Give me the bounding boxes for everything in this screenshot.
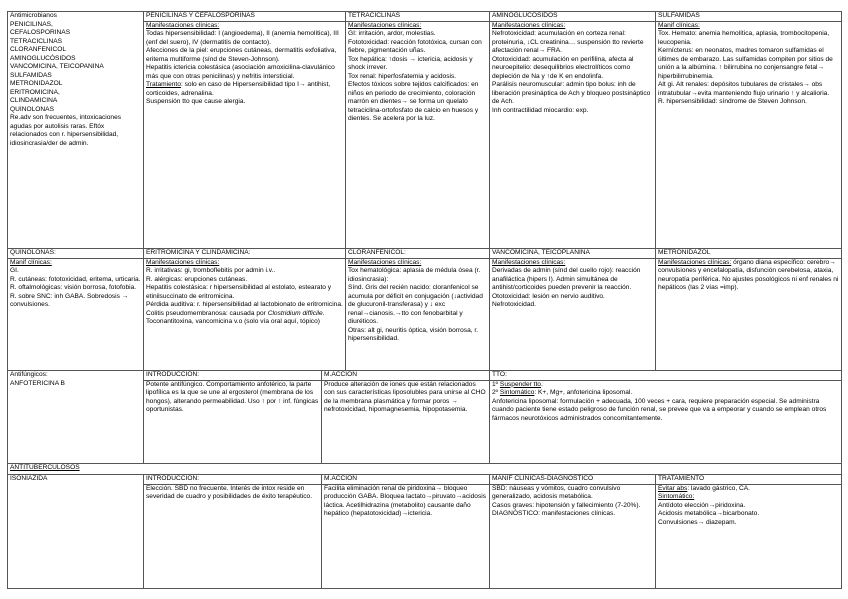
isoniazida-maccion-text: Facilita eliminación renal de piridoxina→ bloqueo producción GABA. Bloquea lactato→piruvato→acidosis láctica. Acetilhidrazina (metabolito) causante daño hepático (hepatotoxicidad)→ictericia.	[324, 484, 487, 517]
tetraciclinas-header: TETRACICLINAS	[346, 12, 489, 22]
tetraciclinas-cell	[346, 12, 490, 249]
eritromicina-text: Hepatitis colestásica: r hipersensibilidad al estolato, estearato y etinilsuccinato de eritromicina.	[146, 284, 332, 300]
sulfamidas-cell	[656, 12, 842, 249]
tetraciclinas-text: Tox hepática: ↑dosis → ictericia, acidosis y shock irrever.	[348, 55, 473, 71]
antimicrobial-toxicity-table	[7, 11, 842, 589]
penicilinas-text: Suspensión tto que cause alergia.	[146, 98, 246, 105]
drug-list-item: ERITROMICINA,	[10, 88, 60, 96]
step-number: 1º	[492, 380, 499, 388]
penicilinas-text: Hepatitis ictericia colestásica (asociación amoxicilina-clavulánico más que con otras penicilinas) y nefritis intersticial.	[146, 64, 335, 80]
isoniazida-intro-cell	[144, 475, 322, 589]
step-number: 2º	[492, 389, 499, 396]
isoniazida-label: ISONIAZIDA	[10, 475, 48, 482]
manif-text: SBD: náuseas y vómitos, cuadro convulsivo generalizado, acidosis metabólica.	[492, 484, 621, 500]
sulfamidas-text: Tox. Hemato: anemia hemolítica, aplasia, trombocitopenia, leucopenia.	[658, 30, 830, 46]
cloranfenicol-text: Otras: alt gi, neuritis óptica, visión borrosa, r. hipersensibilidad.	[348, 326, 479, 342]
manif-text: Casos graves: hipotensión y fallecimiento (7-20%).	[492, 501, 641, 509]
tetraciclinas-text: Fototoxicidad: reacción fototóxica, cursan con fiebre, pigmentación uñas.	[348, 38, 482, 54]
penicilinas-text: Afecciones de la piel: erupciones cutáneas, dermatitis exfoliativa, eritema multiforme (sínd de Steven-Johnson).	[146, 47, 337, 63]
tratamiento-text: : solo en caso de Hipersensibilidad tipo I→ antihist, corticoides, adrenalina.	[146, 81, 331, 97]
aminoglucosidos-text: Ototoxicidad: acumulación en perifilina, afecta al neuroepitelio: desequilibrios electrolíticos como depleción de Na y ↑de K en endolinfa.	[492, 55, 634, 80]
isoniazida-manif-cell	[490, 475, 656, 589]
evitar-abs-label: Evitar abs	[658, 484, 688, 492]
tetraciclinas-text: GI: irritación, ardor, molestias.	[348, 30, 436, 37]
anfotericina-tto-cell	[490, 371, 842, 464]
metronidazol-cell	[656, 249, 842, 371]
penicilinas-subheading: Manifestaciones clínicas:	[146, 21, 220, 29]
penicilinas-cell	[144, 12, 346, 249]
eritromicina-cell	[144, 249, 346, 371]
drug-list-item: PENICILINAS,	[10, 20, 53, 28]
quinolonas-subheading: Manif clínicas:	[10, 258, 52, 266]
vancomicina-subheading: Manifestaciones clínicas:	[492, 258, 566, 266]
antituberculosos-heading-cell	[8, 464, 842, 475]
cloranfenicol-subheading: Manifestaciones clínicas:	[348, 258, 422, 266]
step-end: .	[540, 380, 543, 388]
sintomatico-label: Sintomático	[499, 389, 535, 396]
sidebar-note: Re.adv son frecuentes, intoxicaciones agudas por autolisis raras. Eftóx relacionados con r. hipersensibilidad, idiosincrasia/der de admin.	[10, 114, 122, 147]
tto-step-2	[492, 389, 839, 398]
penicilinas-text: Todas hipersensibilidad: I (angioedema), II (anemia hemolítica), III (enf del suero), IV (dermatitis de contacto).	[146, 30, 339, 46]
eritromicina-text	[146, 310, 343, 327]
drug-list-item: VANCOMICINA, TEICOPANINA	[10, 63, 104, 70]
eritromicina-header: ERITROMICINA Y CLINDAMICINA:	[144, 249, 345, 259]
tratamiento-label: Tratamiento	[146, 81, 181, 88]
metronidazol-header: METRONIDAZOL	[656, 249, 841, 259]
sulfamidas-text: Alt gi. Alt renales: depósitos tubulares de cristales→ obs intratubular→evita manteniendo flujo urinario ↑ y alcalioria.	[658, 81, 830, 97]
trat-line	[658, 485, 839, 494]
sulfamidas-text: Kernícterus: en neonatos, madres tomaron sulfamidas el últimes de embarazo. Las sulfamidas compiten por sitios de unión a la albúmina. ↑ bilirrubina no conjensangre fetal→ hiperbilirrubinemia.	[658, 47, 833, 80]
drug-list-item: CEFALOSPORINAS	[10, 29, 71, 36]
manif-text: DIAGNÓSTICO: manifestaciones clínicas.	[492, 510, 616, 517]
drug-list-item: CLORANFENICOL	[10, 46, 67, 53]
cloranfenicol-header: CLORANFENICOL:	[346, 249, 489, 259]
drug-list-item: QUINOLONAS	[10, 105, 54, 113]
intro-header: INTRODUCCIÓN:	[144, 371, 321, 381]
quinolonas-header: QUINOLONAS:	[8, 249, 143, 259]
sulfamidas-header: SULFAMIDAS	[656, 12, 841, 22]
antifungicos-label-cell	[8, 371, 144, 464]
step-text: : K+, Mg+, anfotericina liposomal.	[534, 389, 633, 396]
antifungicos-title: Antifúngicos:	[10, 371, 48, 378]
vancomicina-text: Derivadas de admin (sínd del cuello rojo): reacción anafiláctica (hipers I). Admin simultánea de antihist/corticoides pueden prevenir la reacción.	[492, 267, 641, 291]
vancomicina-text: Nefrotoxicidad.	[492, 301, 536, 308]
tto-header: TTO:	[490, 371, 841, 381]
drug-list-item: CLINDAMICINA	[10, 97, 58, 104]
metronidazol-text	[658, 259, 839, 293]
anfotericina-maccion-cell	[322, 371, 490, 464]
aminoglucosidos-text: Inh contractilidad miocardio: exp.	[492, 106, 589, 114]
intro-header: INTRODUCCIÓN:	[144, 475, 321, 485]
anfotericina-intro-text: Potente antifúngico. Comportamiento anfotérico, la parte lipofílica es la que se une al ergosterol (membrana de los hongos), alterando permeabilidad. Uso ↑ por ↑ inf. fúngicas oportunistas.	[146, 380, 319, 413]
cloranfenicol-cell	[346, 249, 490, 371]
vancomicina-cell	[490, 249, 656, 371]
sulfamidas-text: R. hipersensibilidad: síndrome de Steven Johnson.	[658, 98, 807, 105]
penicilinas-tratamiento	[146, 81, 343, 98]
isoniazida-tratamiento-cell	[656, 475, 842, 589]
isoniazida-maccion-cell	[322, 475, 490, 589]
sidebar-top-cell	[8, 12, 144, 249]
eritromicina-text: R. alérgicas: erupciones cutáneas.	[146, 275, 248, 283]
anfotericina-intro-cell	[144, 371, 322, 464]
anfotericina-label: ANFOTERICINA B	[10, 379, 65, 387]
clostridium-text: Clostridium difficile	[267, 309, 323, 317]
aminoglucosidos-text: Nefrotoxicidad: acumulación en corteza renal: proteinuria, ↓CL creatinina… suspensión tto revierte afectación renal→ FRA.	[492, 30, 644, 54]
isoniazida-label-cell	[8, 475, 144, 589]
sidebar-title: Antimicrobianos	[10, 12, 57, 19]
drug-list-item: METRONIDAZOL	[10, 80, 63, 87]
tetraciclinas-subheading: Manifestaciones clínicas:	[348, 21, 422, 29]
quinolonas-cell	[8, 249, 144, 371]
aminoglucosidos-header: AMINOGLUCÓSIDOS	[490, 12, 655, 22]
quinolonas-text: R. oftalmológicas: visión borrosa, fotofobia.	[10, 284, 137, 291]
suspender-tto-label: Suspender tto	[499, 380, 541, 388]
drug-list-item: TETRACICLINAS	[10, 37, 63, 45]
vancomicina-header: VANCOMICINA, TEICOPLANINA	[490, 249, 655, 259]
isoniazida-intro-text: Elección. SBD no frecuente. Interés de intox reside en severidad de cuadro y posibilidades de éxito terapéutico.	[146, 484, 313, 500]
cloranfenicol-text: Sínd. Gris del recién nacido: cloranfenicol se acumula por déficit en conjugación (↓actividad de glucuronil-transferasa) y ↓ exc renal→cianosis.→tto con fenobarbital y diuréticos.	[348, 284, 483, 325]
metronidazol-subheading: Manifestaciones clínicas:	[658, 258, 732, 266]
quinolonas-text: GI.	[10, 267, 19, 274]
maccion-header: M.ACCIÓN	[322, 475, 489, 485]
eritromicina-subheading: Manifestaciones clínicas:	[146, 258, 220, 266]
maccion-header: M.ACCIÓN	[322, 371, 489, 381]
trat-text: : lavado gástrico, CA.	[687, 484, 750, 492]
sintomatico-label: Sintomático:	[658, 493, 695, 500]
vancomicina-text: Ototoxicidad: lesión en nervio auditivo.	[492, 292, 605, 300]
metronidazol-body: órgano diana específico: cerebro→ convulsiones y encefalopatía, disfunción cerebelosa, ataxia, neuropatía periférica. No ajustes posológicos ni enf renales ni hepáticos (las 2 vías =imp).	[658, 258, 839, 291]
eritromicina-text: R. irritativas: gi, tromboflebitis por admin i.v..	[146, 267, 276, 274]
tetraciclinas-text: Efectos tóxicos sobre tejidos calcificados: en niños en periodo de crecimiento, coloración marrón en dientes→ se forma un quelato tetraciclina-ortofosfato de calcio en huesos y dientes. Se acelera por la luz.	[348, 81, 479, 122]
anfotericina-maccion-text: Produce alteración de iones que están relacionados con sus características liposolubles para unirse al CHO de la membrana plasmática y formar poros → nefrotoxicidad, hipomagnesemia, hipopotasemia.	[324, 380, 486, 413]
penicilinas-header: PENICILINAS Y CEFALOSPORINAS	[144, 12, 345, 22]
aminoglucosidos-cell	[490, 12, 656, 249]
tto-step-1	[492, 381, 839, 390]
quinolonas-text: R. cutáneas: fototoxicidad, eritema, urticaria.	[10, 275, 141, 283]
trat-text: Convulsiones→ diazepam.	[658, 518, 737, 526]
trat-text: Acidosis metabólica→bicarbonato.	[658, 510, 760, 517]
drug-list-item: AMINOGLUCÓSIDOS	[10, 54, 76, 62]
manif-header: MANIF CLÍNICAS-DIAGNÓSTICO	[490, 475, 655, 485]
cloranfenicol-text: Tox hematológica: aplasia de médula ósea (r. idiosincrasia):	[348, 267, 481, 283]
quinolonas-text: R. sobre SNC: inh GABA. Sobredosis → convulsiones.	[10, 292, 129, 308]
eritromicina-text: Pérdida auditiva: r. hipersensibilidad al lactobionato de eritromicina.	[146, 301, 343, 308]
tratamiento-header: TRATAMIENTO	[656, 475, 841, 485]
trat-text: Antídoto elección→piridoxina.	[658, 501, 746, 509]
colitis-tto-text: . Toconantitoxina, vancomicina v.o (solo vía oral aquí, tópico)	[146, 309, 325, 325]
aminoglucosidos-subheading: Manifestaciones clínicas:	[492, 21, 566, 29]
tto-liposomal-text: Anfotericina liposomal: formulación + adecuada, 100 veces + cara, requiere preparación especial. Se administra cuando paciente tiene estado peligroso de función renal, se prevee que va a empeorar y cuando se emplean otros fármacos neurotóxicos administrados concomitantemente.	[492, 397, 827, 422]
colitis-text: Colitis pseudomembranosa: causada por	[146, 309, 266, 317]
antituberculosos-title: ANTITUBERCULOSOS	[10, 464, 80, 471]
aminoglucosidos-text: Parálisis neuromuscular: admin tipo bolus: inh de liberación presináptica de Ach y bloqueo postsináptico de Ach.	[492, 81, 651, 105]
sulfamidas-subheading: Manif clínicas:	[658, 21, 700, 29]
tetraciclinas-text: Tox renal: hiperfosfatemia y acidosis.	[348, 72, 457, 80]
drug-list-item: SULFAMIDAS	[10, 71, 52, 79]
